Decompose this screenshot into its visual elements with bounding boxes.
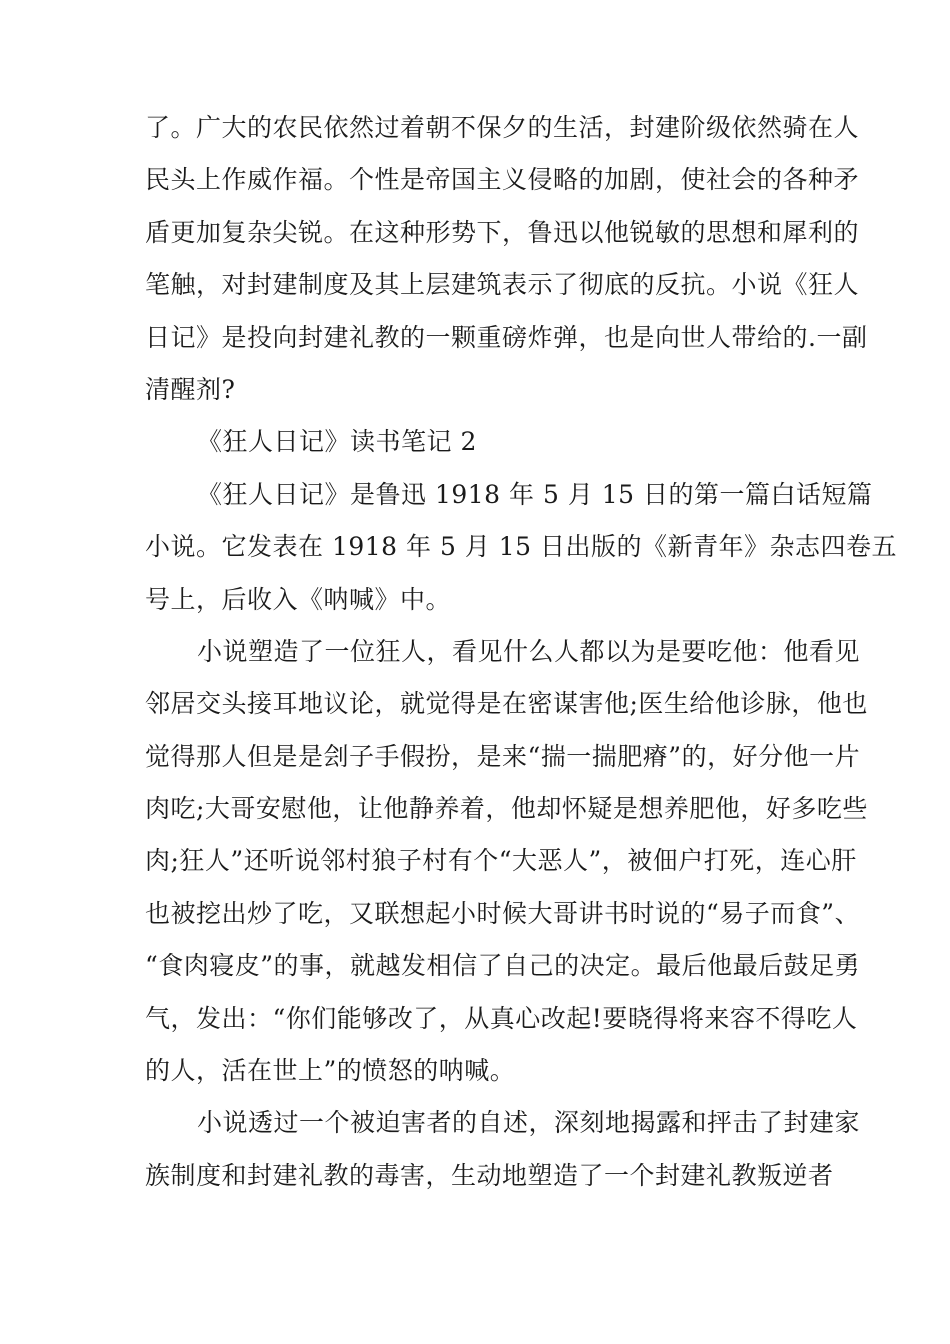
text-line: 《狂人日记》是鲁迅 1918 年 5 月 15 日的第一篇白话短篇 xyxy=(197,479,873,509)
text-line: 邻居交头接耳地议论，就觉得是在密谋害他;医生给他诊脉，他也 xyxy=(145,689,868,719)
text-line: 觉得那人但是是刽子手假扮，是来“揣一揣肥瘠”的，好分他一片 xyxy=(145,741,861,771)
text-line: 笔触，对封建制度及其上层建筑表示了彻底的反抗。小说《狂人 xyxy=(145,270,860,300)
text-line: 族制度和封建礼教的毒害，生动地塑造了一个封建礼教叛逆者 xyxy=(145,1160,834,1190)
text-line: 的人，活在世上”的愤怒的呐喊。 xyxy=(145,1056,516,1086)
text-line: 肉吃;大哥安慰他，让他静养着，他却怀疑是想养肥他，好多吃些 xyxy=(145,794,868,824)
text-line: 盾更加复杂尖锐。在这种形势下，鲁迅以他锐敏的思想和犀利的 xyxy=(145,217,860,247)
text-line: 气，发出：“你们能够改了，从真心改起!要晓得将来容不得吃人 xyxy=(145,1003,858,1033)
text-line: 清醒剂? xyxy=(145,374,236,404)
text-line: 号上，后收入《呐喊》中。 xyxy=(145,584,452,614)
text-line: 民头上作威作福。个性是帝国主义侵略的加剧，使社会的各种矛 xyxy=(145,165,860,195)
text-line: “食肉寝皮”的事，就越发相信了自己的决定。最后他最后鼓足勇 xyxy=(145,951,861,981)
text-line: 小说。它发表在 1918 年 5 月 15 日出版的《新青年》杂志四卷五 xyxy=(145,532,898,562)
text-line: 日记》是投向封建礼教的一颗重磅炸弹，也是向世人带给的.一副 xyxy=(145,322,868,352)
text-line: 《狂人日记》读书笔记 2 xyxy=(197,427,477,457)
text-line: 小说透过一个被迫害者的自述，深刻地揭露和抨击了封建家 xyxy=(197,1108,861,1138)
text-line: 了。广大的农民依然过着朝不保夕的生活，封建阶级依然骑在人 xyxy=(145,113,860,142)
text-line: 肉;狂人”还听说邻村狼子村有个“大恶人”，被佃户打死，连心肝 xyxy=(145,846,857,876)
text-line: 也被挖出炒了吃，又联想起小时候大哥讲书时说的“易子而食”、 xyxy=(145,898,861,928)
text-line: 小说塑造了一位狂人，看见什么人都以为是要吃他：他看见 xyxy=(197,636,861,666)
document-body xyxy=(145,102,898,1202)
